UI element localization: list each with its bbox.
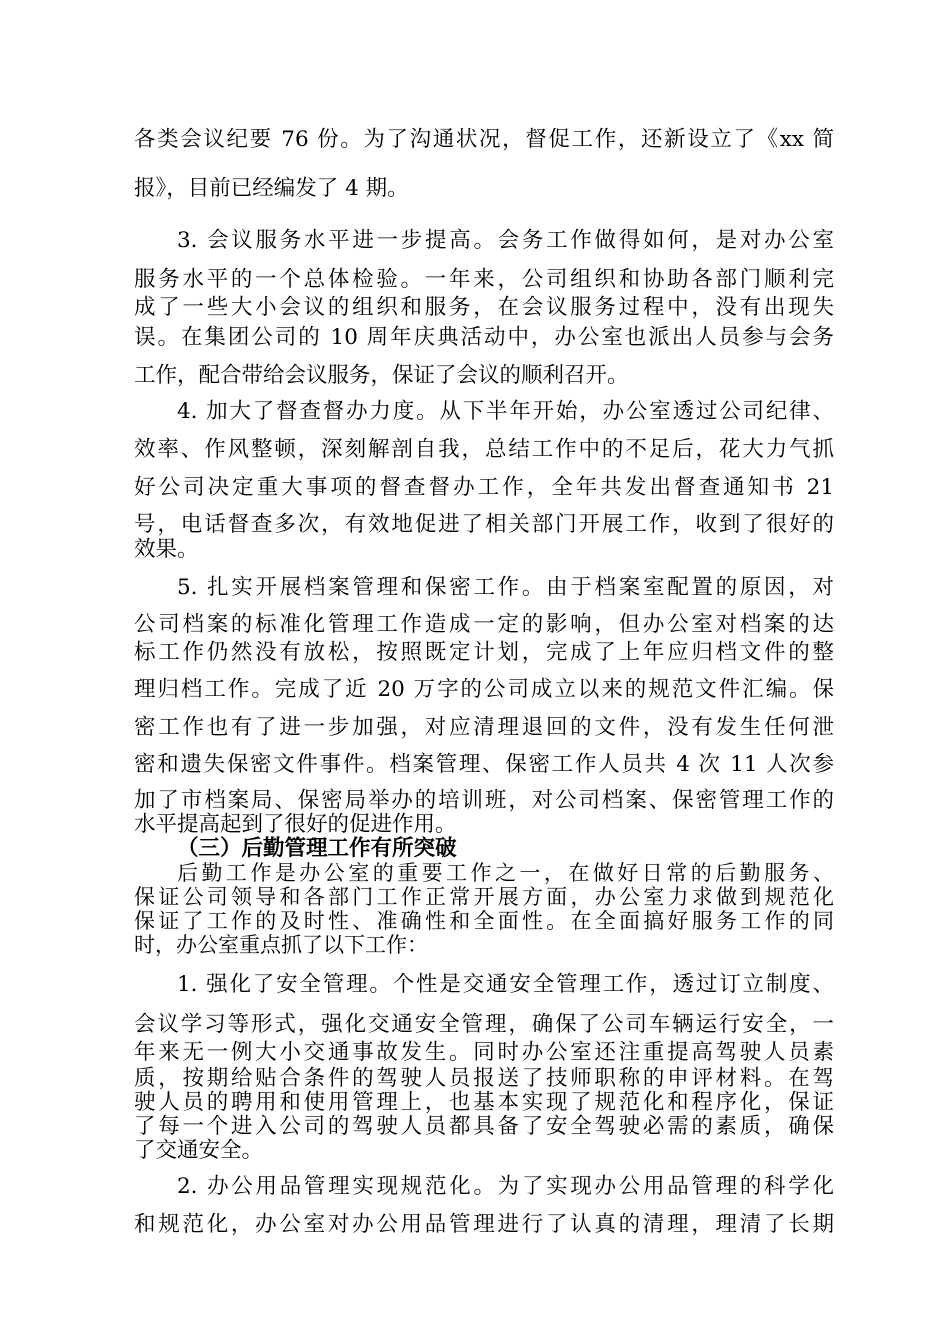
paragraph-first-line: 5. 扎实开展档案管理和保密工作。由于档案室配置的原因，对	[177, 575, 834, 600]
text-line: 效果。	[134, 537, 199, 562]
paragraph-first-line: 2. 办公用品管理实现规范化。为了实现办公用品管理的科学化	[177, 1174, 834, 1199]
paragraph-first-line: 3. 会议服务水平进一步提高。会务工作做得如何，是对办公室	[177, 228, 834, 253]
paragraph-first-line: 4. 加大了督查督办力度。从下半年开始，办公室透过公司纪律、	[177, 399, 834, 424]
text-line: 质，按期给贴合条件的驾驶人员报送了技师职称的申评材料。在驾	[134, 1066, 834, 1091]
text-line: 误。在集团公司的 10 周年庆典活动中，办公室也派出人员参与会务	[134, 325, 834, 350]
text-line: 公司档案的标准化管理工作造成一定的影响，但办公室对档案的达	[134, 612, 834, 637]
text-line: 报》，目前已经编发了 4 期。	[134, 176, 409, 201]
section-heading: （三）后勤管理工作有所突破	[177, 836, 457, 861]
text-line: 加了市档案局、保密局举办的培训班，对公司档案、保密管理工作的	[134, 788, 834, 813]
text-line: 理归档工作。完成了近 20 万字的公司成立以来的规范文件汇编。保	[134, 677, 834, 702]
text-line: 好公司决定重大事项的督查督办工作，全年共发出督查通知书 21	[134, 475, 834, 500]
text-line: 密工作也有了进一步加强，对应清理退回的文件，没有发生任何泄	[134, 715, 834, 740]
paragraph-first-line: 1. 强化了安全管理。个性是交通安全管理工作，透过订立制度、	[177, 972, 834, 997]
text-line: 年来无一例大小交通事故发生。同时办公室还注重提高驾驶人员素	[134, 1040, 834, 1065]
text-line: 驶人员的聘用和使用管理上，也基本实现了规范化和程序化，保证	[134, 1090, 834, 1115]
text-line: 了每一个进入公司的驾驶人员都具备了安全驾驶必需的素质，确保	[134, 1114, 834, 1139]
text-line: 了交通安全。	[134, 1138, 264, 1163]
text-line: 成了一些大小会议的组织和服务，在会议服务过程中，没有出现失	[134, 295, 834, 320]
text-line: 保证了工作的及时性、准确性和全面性。在全面搞好服务工作的同	[134, 909, 834, 933]
text-line: 号，电话督查多次，有效地促进了相关部门开展工作，收到了很好的	[134, 512, 834, 537]
text-line: 效率、作风整顿，深刻解剖自我，总结工作中的不足后，花大力气抓	[134, 437, 834, 462]
text-line: 保证公司领导和各部门工作正常开展方面，办公室力求做到规范化	[134, 885, 834, 909]
text-line: 会议学习等形式，强化交通安全管理，确保了公司车辆运行安全，一	[134, 1012, 834, 1037]
text-line: 工作，配合带给会议服务，保证了会议的顺利召开。	[134, 363, 629, 388]
text-line: 和规范化，办公室对办公用品管理进行了认真的清理，理清了长期	[134, 1212, 834, 1237]
text-line: 标工作仍然没有放松，按照既定计划，完成了上年应归档文件的整	[134, 640, 834, 665]
text-line: 服务水平的一个总体检验。一年来，公司组织和协助各部门顺利完	[134, 267, 834, 292]
text-line: 密和遗失保密文件事件。档案管理、保密工作人员共 4 次 11 人次参	[134, 752, 834, 777]
text-line: 水平提高起到了很好的促进作用。	[134, 812, 457, 837]
text-line: 各类会议纪要 76 份。为了沟通状况，督促工作，还新设立了《xx 简	[134, 127, 834, 152]
text-line: 时，办公室重点抓了以下工作：	[134, 933, 428, 957]
paragraph-first-line: 后勤工作是办公室的重要工作之一，在做好日常的后勤服务、	[177, 861, 834, 885]
